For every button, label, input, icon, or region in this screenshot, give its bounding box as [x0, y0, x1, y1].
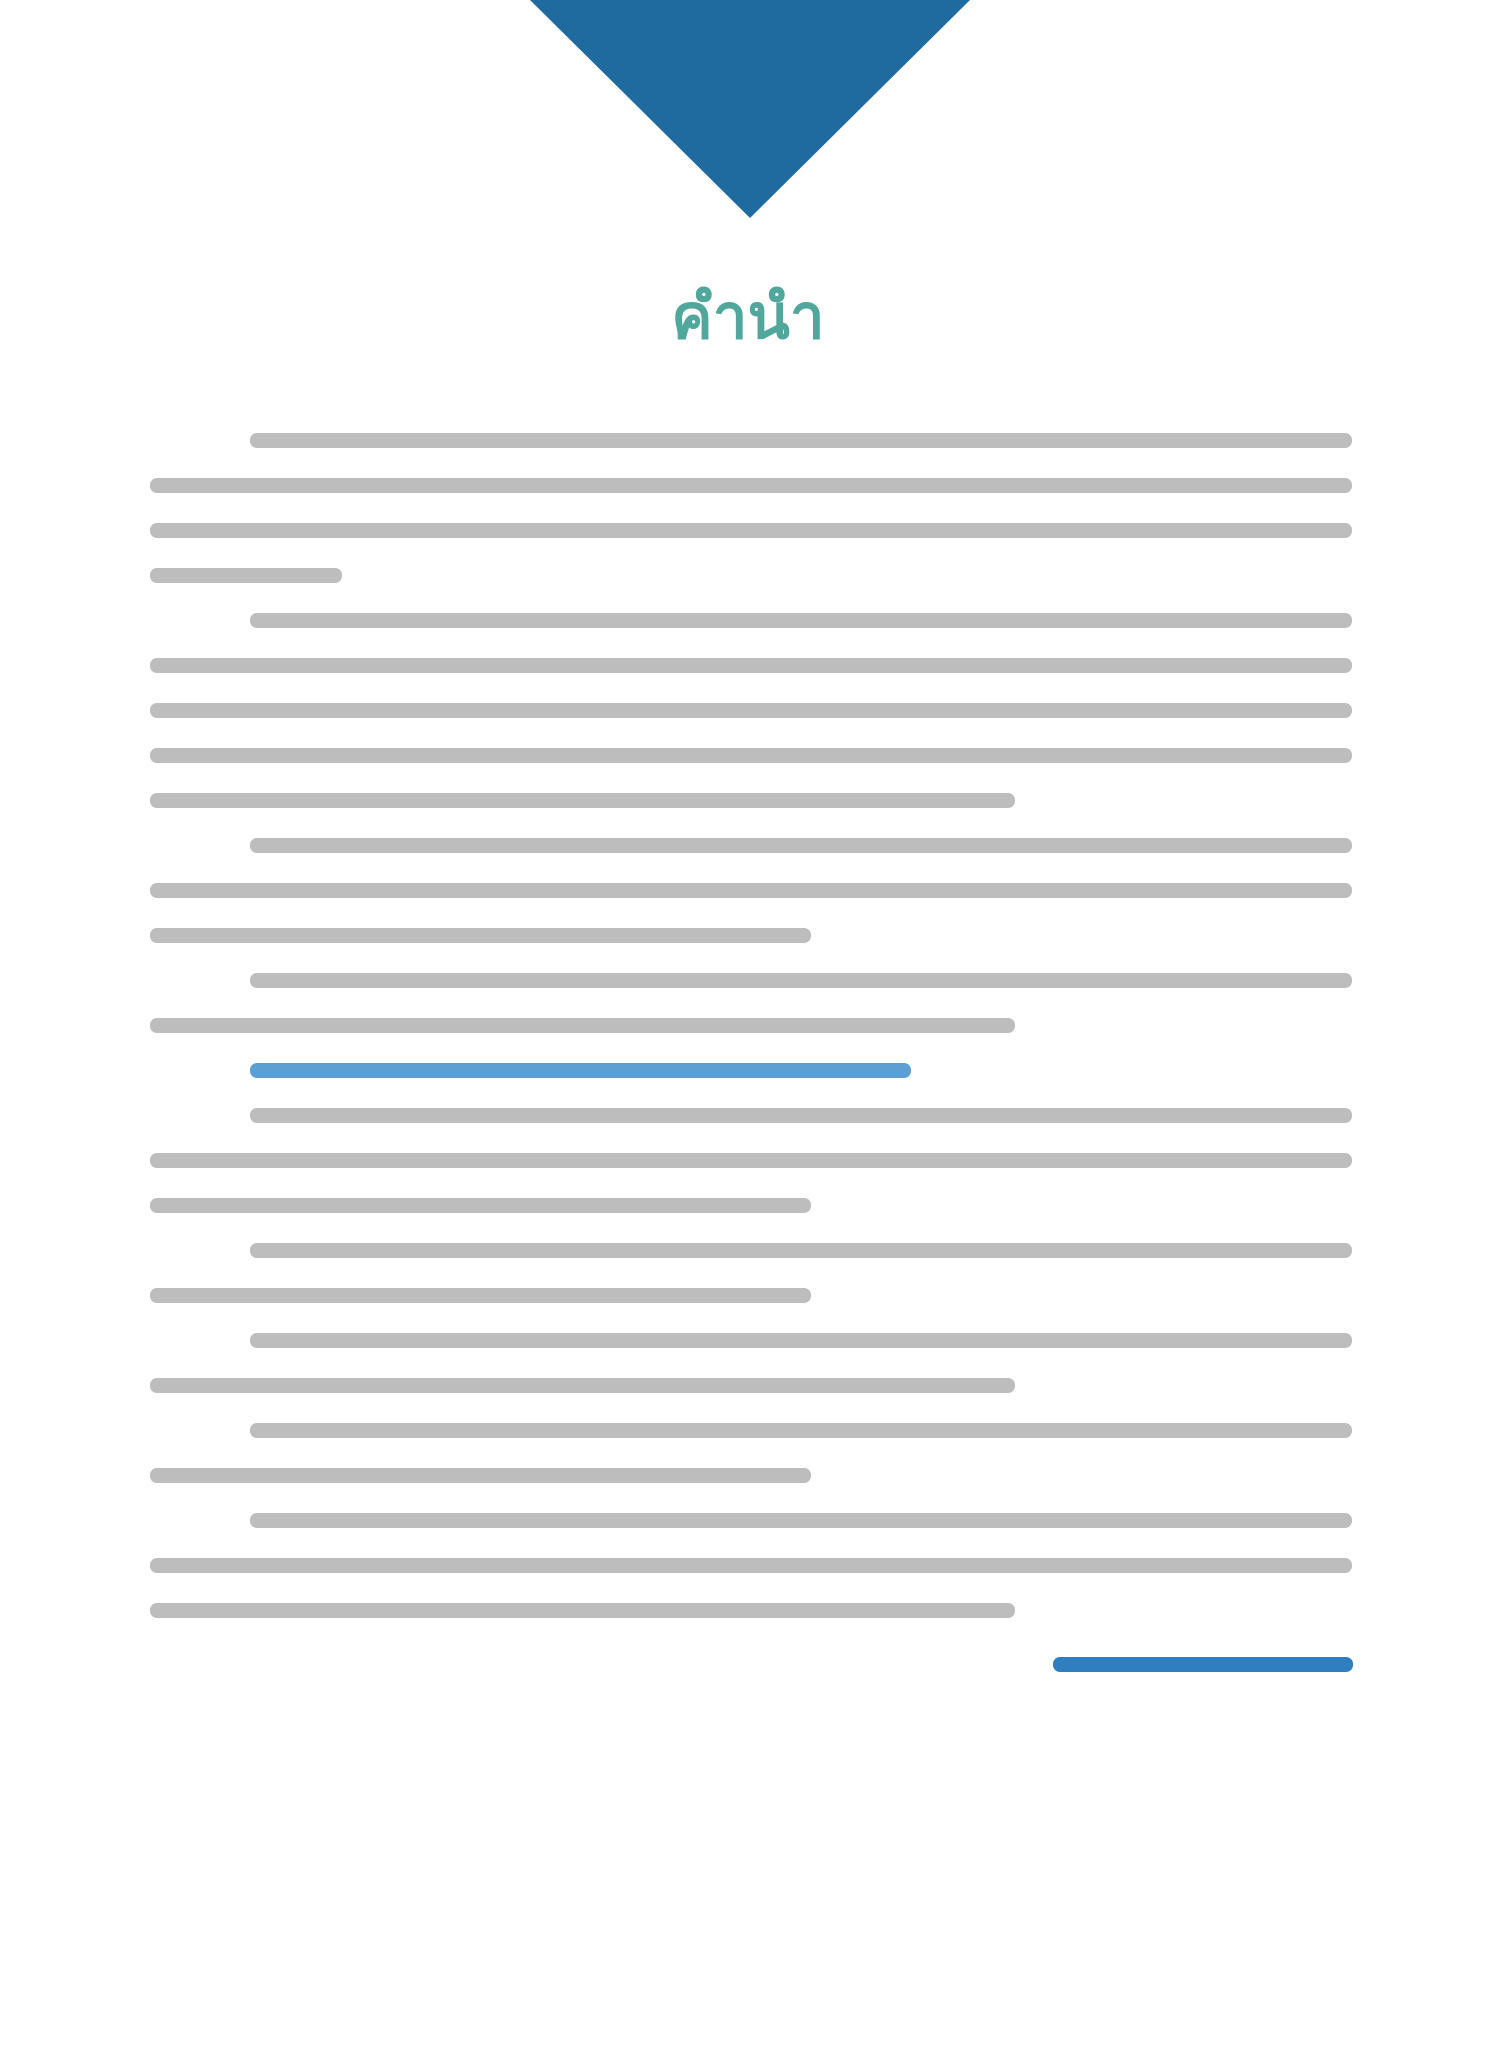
text-line [150, 703, 1352, 718]
text-line [250, 973, 1352, 988]
signature-placeholder [1053, 1657, 1353, 1672]
text-line [150, 1468, 811, 1483]
text-line [150, 523, 1352, 538]
text-line [150, 1153, 1352, 1168]
body-text-placeholder [150, 433, 1352, 1648]
text-line [250, 613, 1352, 628]
text-line [250, 433, 1352, 448]
text-line [150, 1378, 1015, 1393]
text-line [150, 568, 342, 583]
text-line [150, 1603, 1015, 1618]
text-line [250, 1423, 1352, 1438]
text-line [250, 1108, 1352, 1123]
text-line [150, 928, 811, 943]
text-line [150, 1198, 811, 1213]
text-line [250, 1513, 1352, 1528]
highlight-line [250, 1063, 911, 1078]
text-line [150, 883, 1352, 898]
top-decorative-triangle [0, 0, 1496, 225]
text-line [150, 748, 1352, 763]
text-line [250, 838, 1352, 853]
text-line [250, 1333, 1352, 1348]
text-line [150, 1558, 1352, 1573]
text-line [150, 478, 1352, 493]
text-line [150, 793, 1015, 808]
page-title: คำนำ [671, 280, 825, 353]
text-line [150, 1288, 811, 1303]
text-line [150, 658, 1352, 673]
text-line [150, 1018, 1015, 1033]
text-line [250, 1243, 1352, 1258]
